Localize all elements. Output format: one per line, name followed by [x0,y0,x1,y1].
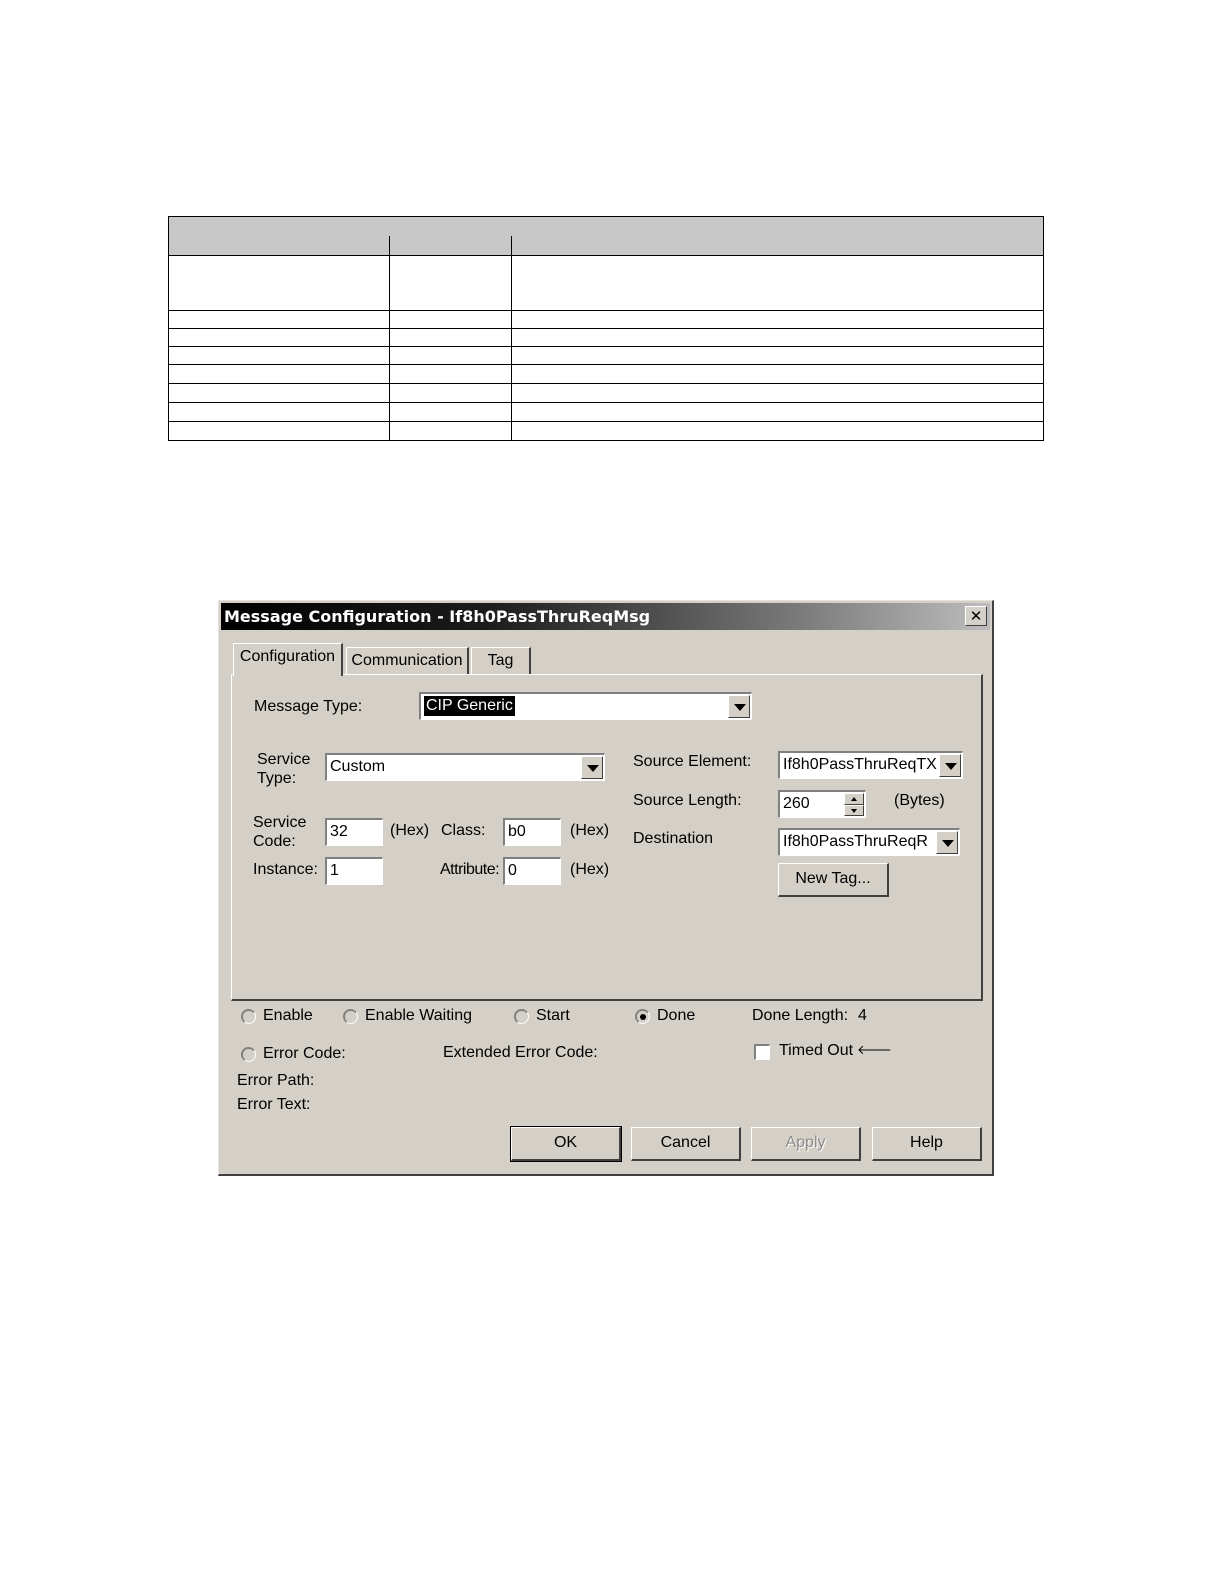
source-length-input[interactable] [778,790,866,818]
service-type-value: Custom [330,758,386,775]
instance-input[interactable] [325,857,383,885]
table-row [169,310,1043,329]
source-element-label: Source Element: [633,753,752,770]
source-element-combo[interactable] [778,751,963,779]
chevron-down-icon[interactable] [936,831,958,854]
tab-tag[interactable] [471,647,531,675]
timed-out-checkbox[interactable] [754,1044,770,1060]
cancel-label: Cancel [660,1134,711,1151]
spin-up-icon[interactable] [844,793,864,805]
close-icon: ✕ [969,607,983,625]
service-type-combo[interactable] [325,753,605,781]
timed-out-label: Timed Out [779,1042,854,1059]
spin-down-icon[interactable] [844,805,864,817]
attribute-value: 0 [508,862,517,879]
source-length-label: Source Length: [633,792,742,809]
service-code-label: Service [253,814,307,831]
error-code-label: Error Code: [263,1045,346,1062]
apply-button[interactable] [751,1127,861,1161]
bytes-unit-label: (Bytes) [894,792,945,809]
chevron-down-icon[interactable] [581,756,603,779]
message-type-combo[interactable] [419,692,752,720]
enable-waiting-radio-icon [343,1009,358,1024]
service-type-label: Service [257,751,311,768]
hex-unit-label: (Hex) [570,861,610,878]
hex-unit-label: (Hex) [390,822,430,839]
arrow-left-icon: 🡐 [857,1042,892,1057]
start-radio-icon [514,1009,529,1024]
ok-button[interactable] [511,1127,621,1161]
message-configuration-dialog [218,600,994,1176]
class-value: b0 [508,823,526,840]
source-length-value: 260 [783,795,810,812]
enable-status-label: Enable [263,1007,313,1024]
tab-label: Tag [487,652,514,669]
chevron-down-icon[interactable] [939,754,961,777]
destination-label: Destination [633,830,714,847]
tab-label: Communication [351,652,463,669]
tab-label: Configuration [239,648,336,665]
attribute-label: Attribute: [440,861,500,878]
done-length-label: Done Length: [752,1007,849,1024]
hex-unit-label: (Hex) [570,822,610,839]
service-code-input[interactable] [325,818,383,846]
configuration-panel [231,674,983,1001]
table-row [169,346,1043,365]
tab-configuration[interactable] [233,643,343,676]
enable-waiting-status-label: Enable Waiting [365,1007,473,1024]
source-element-value: If8h0PassThruReqTX [783,756,937,773]
table-title-row [169,217,1043,237]
message-type-label: Message Type: [254,698,363,715]
service-type-label: Type: [257,770,297,787]
dialog-title: Message Configuration - If8h0PassThruReqMsg [224,607,651,626]
extended-error-code-label: Extended Error Code: [443,1044,598,1061]
done-radio-icon [635,1009,650,1024]
table-header-row [169,236,1043,256]
error-text-label: Error Text: [237,1096,311,1113]
table-row [169,255,1043,311]
spinner[interactable] [844,793,864,816]
document-table [168,216,1044,441]
cancel-button[interactable] [631,1127,741,1161]
table-column-divider [389,236,390,440]
new-tag-label: New Tag... [795,870,871,887]
service-code-label: Code: [253,833,296,850]
attribute-input[interactable] [503,857,561,885]
enable-radio-icon [241,1009,256,1024]
apply-label: Apply [785,1134,826,1151]
error-path-label: Error Path: [237,1072,315,1089]
class-input[interactable] [503,818,561,846]
help-button[interactable] [872,1127,982,1161]
table-row [169,384,1043,403]
error-code-radio-icon [241,1047,256,1062]
done-length-value: 4 [858,1007,867,1024]
class-label: Class: [441,822,486,839]
help-label: Help [910,1134,943,1151]
destination-value: If8h0PassThruReqR [783,833,928,850]
destination-combo[interactable] [778,828,960,856]
instance-value: 1 [330,862,339,879]
tab-communication[interactable] [346,647,469,675]
table-row [169,403,1043,422]
table-row [169,328,1043,347]
dialog-titlebar [221,603,990,630]
start-status-label: Start [536,1007,570,1024]
ok-label: OK [553,1134,578,1151]
close-button[interactable] [965,606,987,626]
new-tag-button[interactable] [778,863,889,897]
message-type-value: CIP Generic [426,697,513,714]
chevron-down-icon[interactable] [728,695,750,718]
done-status-label: Done [657,1007,696,1024]
table-row [169,365,1043,384]
service-code-value: 32 [330,823,348,840]
table-column-divider [511,236,512,440]
instance-label: Instance: [253,861,318,878]
